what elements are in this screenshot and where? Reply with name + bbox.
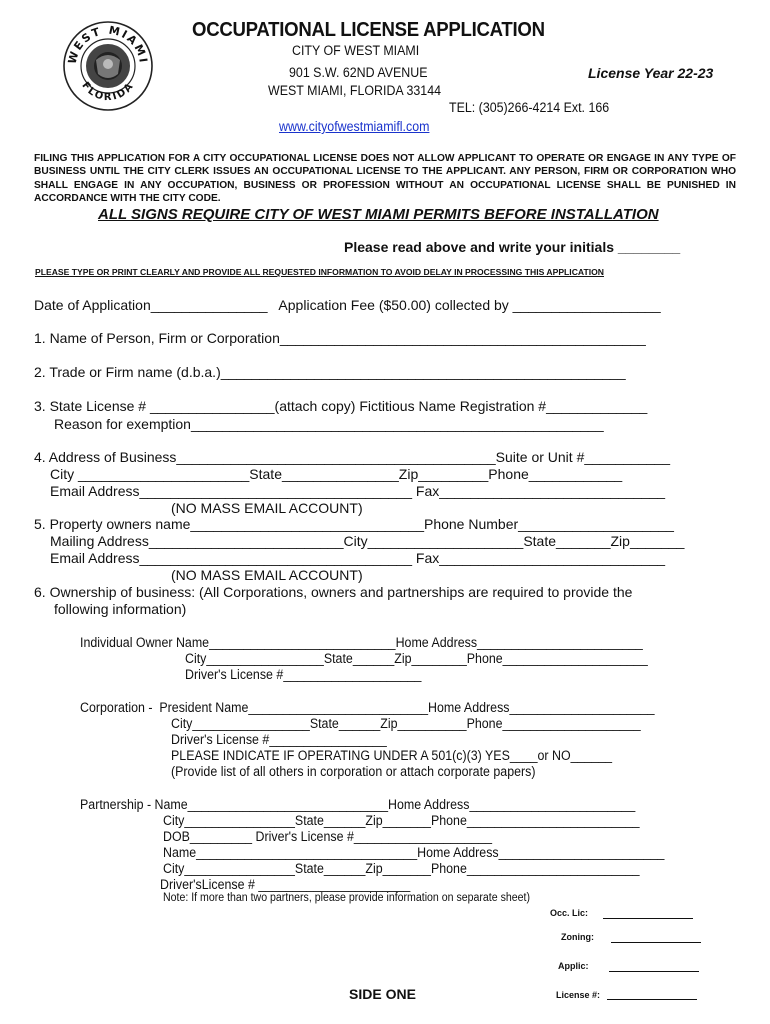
city-address-line1: 901 S.W. 62ND AVENUE <box>289 65 428 80</box>
license-year: License Year 22-23 <box>588 65 714 81</box>
print-notice: PLEASE TYPE OR PRINT CLEARLY AND PROVIDE ALL REQUESTED INFORMATION TO AVOID DELAY IN PROCESSING THIS APPLICATION <box>35 267 604 277</box>
city-seal-logo <box>62 20 154 112</box>
mailing-address-field[interactable]: Mailing Address_________________________City____________________State_______Zip_______ <box>50 533 685 549</box>
side-one-label: SIDE ONE <box>349 986 416 1002</box>
corporation-city-field[interactable]: City_________________State______Zip__________Phone____________________ <box>171 716 641 731</box>
license-number-line[interactable] <box>607 999 697 1000</box>
zoning-label: Zoning: <box>561 932 594 942</box>
partnership-drivers-license-field[interactable]: Driver'sLicense # ______________________ <box>160 877 411 892</box>
city-address-line2: WEST MIAMI, FLORIDA 33144 <box>268 83 442 98</box>
city-name: CITY OF WEST MIAMI <box>292 43 420 58</box>
license-number-label: License #: <box>556 990 601 1000</box>
partners-note: Note: If more than two partners, please provide information on separate sheet) <box>163 892 530 904</box>
page-title: OCCUPATIONAL LICENSE APPLICATION <box>192 19 545 41</box>
no-mass-email-note: (NO MASS EMAIL ACCOUNT) <box>171 567 363 583</box>
seal-bottom-text: FLORIDA <box>79 80 137 104</box>
corporation-president-field[interactable]: Corporation - President Name__________________________Home Address_____________________ <box>80 700 655 715</box>
partnership-name-field[interactable]: Partnership - Name_____________________________Home Address________________________ <box>80 797 636 812</box>
reason-for-exemption-field[interactable]: Reason for exemption_____________________________________________________ <box>54 416 604 432</box>
business-email-field[interactable]: Email Address___________________________________ Fax_____________________________ <box>50 483 666 499</box>
partnership-dob-field[interactable]: DOB_________ Driver's License #____________________ <box>163 829 493 844</box>
corporation-drivers-license-field[interactable]: Driver's License #_________________ <box>171 732 387 747</box>
no-mass-email-note: (NO MASS EMAIL ACCOUNT) <box>171 500 363 516</box>
ownership-heading-cont: following information) <box>54 601 187 617</box>
telephone: TEL: (305)266-4214 Ext. 166 <box>449 100 610 115</box>
partnership-name2-field[interactable]: Name________________________________Home Address________________________ <box>163 845 665 860</box>
business-city-field[interactable]: City ______________________State_______________Zip_________Phone____________ <box>50 466 623 482</box>
occ-lic-label: Occ. Lic: <box>550 908 589 918</box>
partnership-city2-field[interactable]: City________________State______Zip_______Phone_________________________ <box>163 861 640 876</box>
applic-line[interactable] <box>609 971 699 972</box>
trade-name-field[interactable]: 2. Trade or Firm name (d.b.a.)____________________________________________________ <box>34 364 626 380</box>
nonprofit-501c3-field[interactable]: PLEASE INDICATE IF OPERATING UNDER A 501(c)(3) YES____or NO______ <box>171 748 613 763</box>
business-address-field[interactable]: 4. Address of Business_________________________________________Suite or Unit #___________ <box>34 449 671 465</box>
name-of-person-field[interactable]: 1. Name of Person, Firm or Corporation_______________________________________________ <box>34 330 646 346</box>
partnership-city-field[interactable]: City________________State______Zip_______Phone_________________________ <box>163 813 640 828</box>
legal-notice: FILING THIS APPLICATION FOR A CITY OCCUPATIONAL LICENSE DOES NOT ALLOW APPLICANT TO OPERATE OR ENGAGE IN ANY TYPE OF BUSINESS UNTIL THE CITY CLERK ISSUES AN OCCUPATIONAL LICENSE TO THE APPLICANT. ANY PERSON, FIRM OR CORPORATION WHO SHALL ENGAGE IN ANY OCCUPATION, BUSINESS OR PROFESSION WITHOUT AN OCCUPATIONAL LICENSE SHALL BE PUNISHED IN ACCORDANCE WITH THE CITY CODE. <box>34 153 736 205</box>
individual-city-field[interactable]: City_________________State______Zip________Phone_____________________ <box>185 651 648 666</box>
applic-label: Applic: <box>558 961 589 971</box>
ownership-heading: 6. Ownership of business: (All Corporations, owners and partnerships are required to provide the <box>34 584 633 600</box>
individual-drivers-license-field[interactable]: Driver's License #____________________ <box>185 667 422 682</box>
owner-email-field[interactable]: Email Address___________________________________ Fax_____________________________ <box>50 550 666 566</box>
signs-notice: ALL SIGNS REQUIRE CITY OF WEST MIAMI PERMITS BEFORE INSTALLATION <box>98 206 659 223</box>
seal-top-text: WEST MIAMI <box>65 23 151 66</box>
zoning-line[interactable] <box>611 942 701 943</box>
property-owner-field[interactable]: 5. Property owners name______________________________Phone Number____________________ <box>34 516 674 532</box>
individual-owner-name-field[interactable]: Individual Owner Name___________________________Home Address________________________ <box>80 635 643 650</box>
website-link[interactable]: www.cityofwestmiamifl.com <box>279 119 430 134</box>
initials-line[interactable]: Please read above and write your initials ________ <box>344 239 681 255</box>
date-of-application-field[interactable]: Date of Application_______________ Application Fee ($50.00) collected by ___________________ <box>34 297 661 313</box>
state-license-field[interactable]: 3. State License # ________________(attach copy) Fictitious Name Registration #_____________ <box>34 398 648 414</box>
corporation-papers-note: (Provide list of all others in corporation or attach corporate papers) <box>171 764 536 779</box>
occ-lic-line[interactable] <box>603 918 693 919</box>
